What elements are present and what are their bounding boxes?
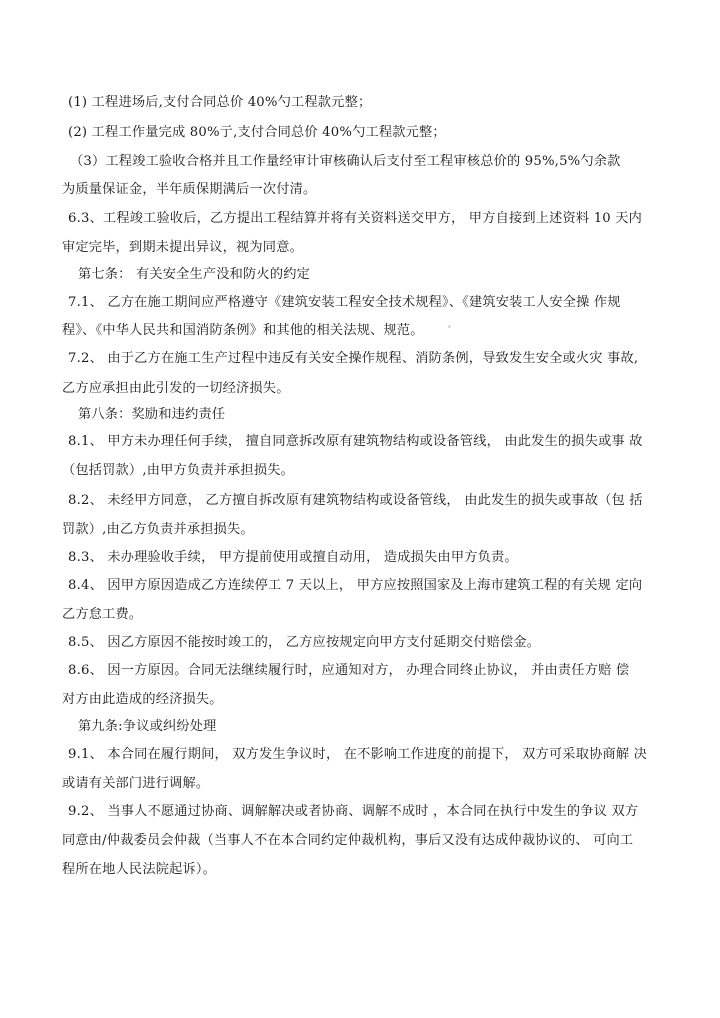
- clause-8-6: 8.6、 因一方原因。合同无法继续履行时，应通知对方， 办理合同终止协议， 并由责任方赔 偿: [68, 663, 630, 678]
- clause-8-1-cont: （包括罚款）,由甲方负责并承担损失。: [62, 463, 294, 478]
- clause-8-6-cont: 对方由此造成的经济损失。: [62, 692, 223, 707]
- clause-9-1: 9.1、 本合同在履行期间， 双方发生争议时， 在不影响工作进度的前提下， 双方可采取协商解 决: [68, 747, 648, 762]
- clause-8-3: 8.3、 未办理验收手续， 甲方提前使用或擅自动用， 造成损失由甲方负责。: [68, 550, 518, 565]
- clause-7-1-cont: 程》、《中华人民共和国消防条例》和其他的相关法规、规范。: [62, 323, 424, 338]
- clause-9-2-cont-2: 程所在地人民法院起诉）。: [62, 862, 217, 877]
- clause-8-2-cont: 罚款）,由乙方负责并承担损失。: [62, 522, 254, 537]
- clause-9-2-cont: 同意由/仲裁委员会仲裁（当事人不在本合同约定仲裁机构，事后又没有达成仲裁协议的、 可向工: [62, 833, 634, 848]
- article-9-heading: 第九条:争议或纠纷处理: [78, 719, 217, 734]
- clause-6-3: 6.3、工程竣工验收后，乙方提出工程结算并将有关资料送交甲方， 甲方自接到上述资料 10 天内: [68, 211, 643, 226]
- payment-term-1: (1) 工程进场后,支付合同总价 40%勺工程款元整；: [68, 95, 372, 110]
- clause-7-1: 7.1、 乙方在施工期间应严格遵守《建筑安装工程安全技术规程》、《建筑安装工人安全操 作规: [68, 295, 621, 310]
- scan-speck: [448, 325, 451, 328]
- payment-term-3-cont: 为质量保证金，半年质保期满后一次付清。: [62, 182, 317, 197]
- payment-term-3: （3）工程竣工验收合格并且工作量经审计审核确认后支付至工程审核总价的 95%,5%勺余款: [70, 154, 621, 169]
- clause-6-3-cont: 审定完毕，到期未提出异议，视为同意。: [62, 240, 303, 255]
- clause-8-4-cont: 乙方怠工费。: [62, 607, 143, 622]
- clause-7-2-cont: 乙方应承担由此引发的一切经济损失。: [62, 381, 290, 396]
- clause-8-5: 8.5、 因乙方原因不能按时竣工的， 乙方应按规定向甲方支付延期交付赔偿金。: [68, 635, 541, 650]
- clause-8-1: 8.1、 甲方未办理任何手续， 擅自同意拆改原有建筑物结构或设备管线， 由此发生的损失或事 故: [68, 434, 643, 449]
- article-7-heading: 第七条： 有关安全生产没和防火的约定: [78, 267, 310, 282]
- payment-term-2: (2) 工程工作量完成 80%亍,支付合同总价 40%勺工程款元整；: [68, 125, 446, 140]
- clause-9-2: 9.2、 当事人不愿通过协商、调解解决或者协商、调解不成时 ，本合同在执行中发生的争议 双方: [68, 804, 639, 819]
- clause-7-2: 7.2、 由于乙方在施工生产过程中违反有关安全操作规程、消防条例，导致发生安全或火灾 事故,: [68, 351, 639, 366]
- clause-9-1-cont: 或请有关部门进行调解。: [62, 776, 210, 791]
- article-8-heading: 第八条：奖励和违约责任: [78, 407, 226, 422]
- clause-8-4: 8.4、 因甲方原因造成乙方连续停工 7 天以上， 甲方应按照国家及上海市建筑工程的有关规 定向: [68, 578, 643, 593]
- clause-8-2: 8.2、 未经甲方同意， 乙方擅自拆改原有建筑物结构或设备管线， 由此发生的损失或事故（包 括: [68, 493, 643, 508]
